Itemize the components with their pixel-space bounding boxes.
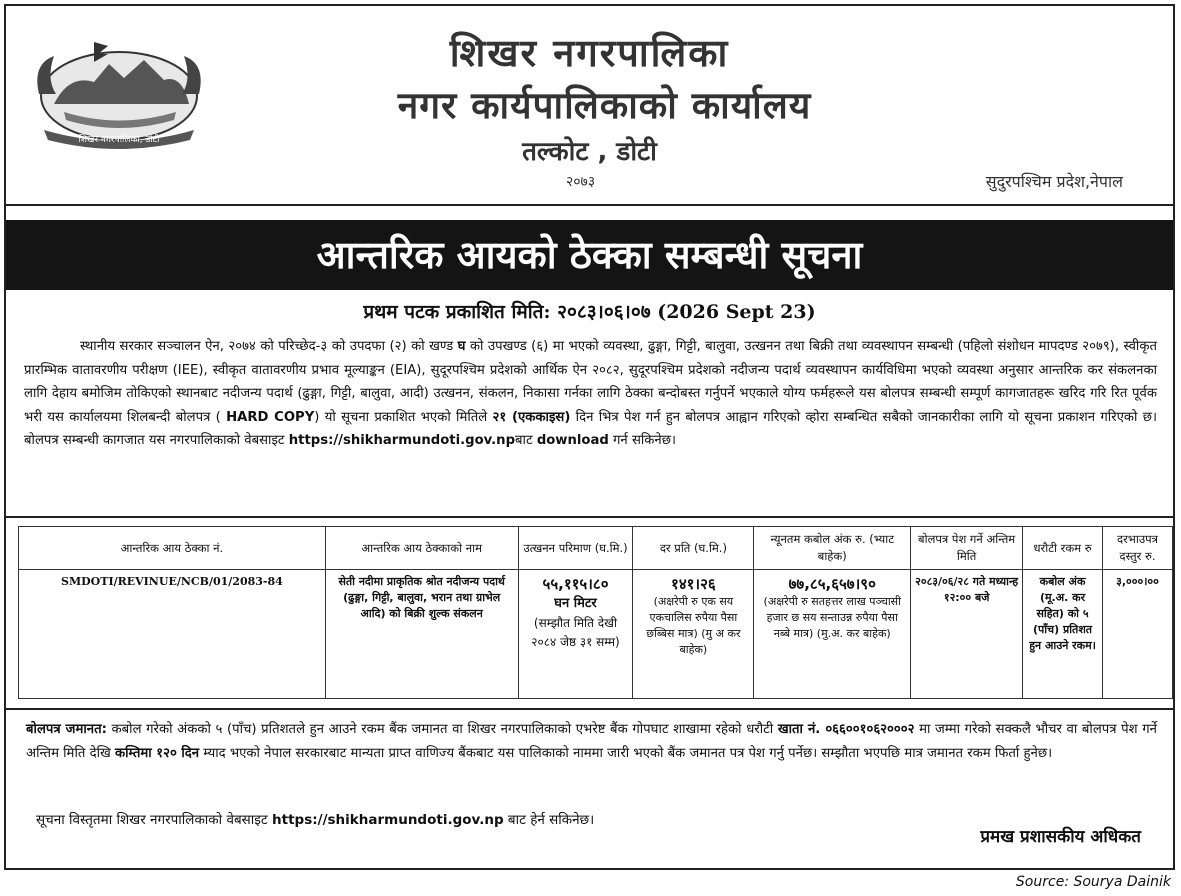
guarantee-text-2: मा जम्मा गरेको सक्कलै भौचर वा बोलपत्र पेश गर्ने अन्तिम मिति देखि	[26, 722, 1157, 761]
min-bid-cell	[754, 570, 911, 699]
fee-cell: ३,०००।००	[1103, 570, 1173, 699]
body-text-1: स्थानीय सरकार सञ्चालन ऐन, २०७४ को परिच्छेद-३ को उपदफा (२) को खण्ड	[80, 339, 458, 354]
bid-guarantee	[26, 718, 1157, 766]
guarantee-text-3: म्याद भएको नेपाल सरकारबाट मान्यता प्राप्त वाणिज्य बैंकबाट यस पालिकाको नाममा जारी भएको बैंक जमानत पत्र पेश गर्नु पर्नेछ। सम्झौता भएपछि मात्र जमानत रकम फिर्ता हुनेछ।	[199, 746, 1053, 761]
divider-top	[6, 516, 1173, 518]
body-text-5: बाट	[515, 433, 537, 448]
website-link[interactable]: https://shikharmundoti.gov.np	[288, 433, 516, 448]
tender-table	[18, 526, 1173, 699]
notice-frame	[4, 4, 1175, 870]
tender-name: सेती नदीमा प्राकृतिक श्रोत नदीजन्य पदार्थ (ढुङ्गा, गिट्टी, बालुवा, भरान तथा ग्राभेल आदि) को बिक्री शुल्क संकलन	[325, 570, 518, 699]
emblem-caption: शिखर नगरपालिका, डोटी	[78, 135, 160, 145]
province-label: सुदुरपश्चिम प्रदेश,नेपाल	[985, 172, 1123, 191]
deadline-cell: २०८३/०६/२८ गते मध्यान्ह १२:०० बजे	[911, 570, 1023, 699]
body-text-4: दिन भित्र पेश गर्न हुन बोलपत्र आह्वान गरिएको व्होरा सम्बन्धित सबैको जानकारीका लागि यो सूचना प्रकाशन गरिएको छ। बोलपत्र सम्बन्धी कागजात यस नगरपालिकाको वेबसाइट	[24, 409, 1157, 448]
account-number: खाता नं. ०६६००१०६२०००२	[777, 722, 915, 737]
body-bold-2: HARD COPY	[226, 409, 315, 425]
signer-title: प्रमख प्रशासकीय अधिकत	[980, 827, 1141, 847]
table-header-row	[19, 527, 1173, 570]
notice-body	[24, 335, 1157, 453]
notice-banner: आन्तरिक आयको ठेक्का सम्बन्धी सूचना	[6, 220, 1173, 290]
quantity-cell	[518, 570, 633, 699]
established-year: २०७३	[566, 174, 596, 190]
col-header-name: आन्तरिक आय ठेक्काको नाम	[325, 527, 518, 570]
publication-date	[6, 298, 1173, 324]
minimum-days: कम्तिमा १२० दिन	[114, 746, 200, 761]
min-bid-value: ७७,८५,६५७।९०	[788, 575, 876, 593]
source-credit: Source: Sourya Dainik	[1015, 874, 1171, 890]
quantity-note: (सम्झौत मिति देखी २०८४ जेष्ठ ३१ सम्म)	[531, 616, 620, 649]
guarantee-label: बोलपत्र जमानत:	[26, 722, 107, 737]
publication-date-value: २०८३।०६।०७ (2026 Sept 23)	[557, 301, 816, 323]
body-text-6: गर्न सकिनेछ।	[608, 433, 676, 448]
body-text-3: ) यो सूचना प्रकाशित भएको मितिले	[314, 409, 493, 425]
office-name: नगर कार्यपालिकाको कार्यालय	[397, 84, 812, 127]
office-location: तल्कोट , डोटी	[522, 137, 657, 167]
col-header-deposit: धरौटी रकम रु	[1023, 527, 1103, 570]
col-header-ref: आन्तरिक आय ठेक्का नं.	[19, 527, 326, 570]
body-bold-3: २१ (एककाइस)	[492, 409, 571, 425]
deposit-cell: कबोल अंक (मू.अ. कर सहित) को ५ (पाँच) प्रतिशत हुन आउने रकम।	[1023, 570, 1103, 699]
more-info-text-2: बाट हेर्न सकिनेछ।	[503, 812, 595, 828]
col-header-quantity: उत्खनन परिमाण (घ.मि.)	[518, 527, 633, 570]
quantity-value: ५५,११५।८०	[542, 575, 609, 593]
more-info-link[interactable]: https://shikharmundoti.gov.np	[272, 812, 504, 828]
tender-ref: SMDOTI/REVINUE/NCB/01/2083-84	[19, 570, 326, 699]
rate-cell	[633, 570, 754, 699]
divider-bottom	[6, 708, 1173, 710]
body-text-2: को उपखण्ड (६) मा भएको व्यवस्था, ढुङ्गा, गिट्टी, बालुवा, उत्खनन तथा बिक्री तथा व्यवस्थापन सम्बन्धी (पहिलो संशोधन मापदण्ड २०७९), स्वीकृत प्रारम्भिक वातावरणीय परीक्षण (IEE), स्वीकृत वातावरणीय प्रभाव मूल्याङ्कन (EIA), सुदूरपश्चिम प्रदेशको आर्थिक ऐन २०८२, सुदूरपश्चिम प्रदेशको नदीजन्य पदार्थ व्यवस्थापन कार्यविधिमा भएको व्यवस्था अनुसार आन्तरिक कर संकलनका लागि देहाय बमोजिम तोकिएको स्थानबाट नदीजन्य पदार्थ (ढुङ्गा, गिट्टी, बालुवा, आदी) उत्खनन, संकलन, निकासा गर्नका लागि ठेक्का बन्दोबस्त गर्नुपर्ने भएकाले योग्य फर्महरूले यस बोलपत्र सम्बन्धी सम्पूर्ण कागजातहरू खरिद गरि रित पूर्वक भरी यस कार्यालयमा शिलबन्दी बोलपत्र (	[24, 339, 1157, 425]
more-info-text-1: सूचना विस्तृतमा शिखर नगरपालिकाको वेबसाइट	[36, 812, 273, 828]
quantity-unit: घन मिटर	[554, 596, 597, 611]
more-info	[36, 810, 594, 828]
notice-header	[6, 6, 1173, 206]
table-row	[19, 570, 1173, 699]
rate-value: १४१।२६	[671, 575, 716, 593]
body-bold-1: घ	[457, 339, 466, 354]
col-header-fee: दरभाउपत्र दस्तुर रु.	[1103, 527, 1173, 570]
col-header-rate: दर प्रति (घ.मि.)	[633, 527, 754, 570]
col-header-min-bid: न्यूनतम कबोल अंक रु. (भ्याट बाहेक)	[754, 527, 911, 570]
publication-date-label: प्रथम पटक प्रकाशित मिति:	[363, 301, 551, 323]
col-header-deadline: बोलपत्र पेश गर्ने अन्तिम मिति	[911, 527, 1023, 570]
body-bold-5: download	[536, 433, 609, 448]
rate-note: (अक्षरेपी रु एक सय एकचालिस रुपैया पैसा छब्बिस मात्र) (मु अ कर बाहेक)	[646, 595, 741, 656]
municipality-name: शिखर नगरपालिका	[449, 31, 730, 75]
guarantee-text-1: कबोल गरेको अंकको ५ (पाँच) प्रतिशतले हुन आउने रकम बैंक जमानत वा शिखर नगरपालिकाको एभरेष्ट बैंक गोपघाट शाखामा रहेको धरौटी	[106, 722, 778, 737]
min-bid-note: (अक्षरेपी रु सतहत्तर लाख पञ्चासी हजार छ सय सन्ताउन्न रुपैया पैसा नब्बे मात्र) (मु.अ. कर बाहेक)	[763, 595, 901, 640]
